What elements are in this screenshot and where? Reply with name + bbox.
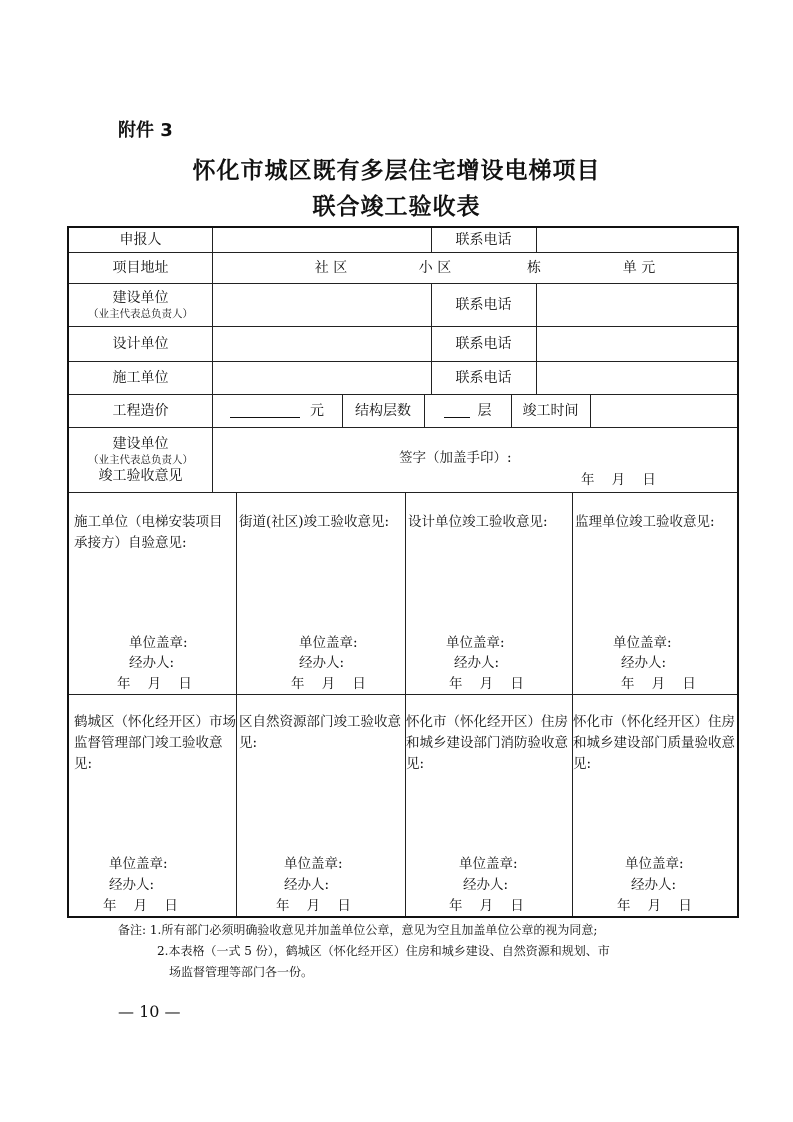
opinion-title-natural-resources: 区自然资源部门竣工验收意见: bbox=[239, 714, 401, 751]
attachment-label: 附件 3 bbox=[118, 120, 173, 141]
notes-prefix: 备注: bbox=[118, 923, 147, 937]
opinion-title-supervision: 监理单位竣工验收意见: bbox=[575, 514, 715, 530]
floors-field[interactable] bbox=[424, 394, 511, 427]
cost-label: 工程造价 bbox=[112, 402, 169, 419]
cost-field[interactable] bbox=[212, 394, 342, 427]
note-2: 2.本表格（一式 5 份），鹤城区（怀化经开区）住房和城乡建设、自然资源和规划、市 bbox=[157, 944, 610, 958]
construction-phone-field[interactable] bbox=[536, 361, 737, 394]
opinion-title-design: 设计单位竣工验收意见: bbox=[408, 514, 548, 530]
seal-label: 单位盖章: bbox=[459, 856, 518, 872]
address-label: 项目地址 bbox=[112, 259, 169, 276]
builder-label bbox=[69, 283, 212, 326]
construction-field[interactable] bbox=[212, 361, 431, 394]
opinion-title-quality-acceptance: 怀化市（怀化经开区）住房和城乡建设部门质量验收意见: bbox=[573, 714, 735, 772]
seal-label: 单位盖章: bbox=[446, 635, 505, 651]
floors-blank[interactable] bbox=[444, 403, 470, 418]
date-label: 年 月 日 bbox=[621, 676, 696, 692]
design-phone-field[interactable] bbox=[536, 326, 737, 361]
builder-opinion-label bbox=[69, 427, 212, 492]
seal-label: 单位盖章: bbox=[613, 635, 672, 651]
col-divider bbox=[212, 427, 213, 492]
builder-opinion-label-end: 竣工验收意见 bbox=[98, 467, 183, 484]
handler-label: 经办人: bbox=[463, 877, 509, 893]
applicant-phone-field[interactable] bbox=[536, 228, 737, 252]
construction-label: 施工单位 bbox=[112, 369, 169, 386]
builder-label-main: 建设单位 bbox=[112, 289, 169, 306]
builder-sign-prompt: 签字（加盖手印）: bbox=[399, 450, 512, 466]
seal-label: 单位盖章: bbox=[625, 856, 684, 872]
seal-label: 单位盖章: bbox=[299, 635, 358, 651]
builder-sign-date: 年 月 日 bbox=[581, 472, 656, 488]
handler-label: 经办人: bbox=[299, 655, 345, 671]
seal-label: 单位盖章: bbox=[109, 856, 168, 872]
builder-phone-label: 联系电话 bbox=[455, 296, 512, 313]
row-divider bbox=[69, 492, 737, 493]
cost-unit: 元 bbox=[310, 402, 324, 419]
construction-phone-label: 联系电话 bbox=[455, 369, 512, 386]
date-label: 年 月 日 bbox=[449, 676, 524, 692]
page-number: — 10 — bbox=[118, 1002, 181, 1021]
form-title-line-1: 怀化市城区既有多层住宅增设电梯项目 bbox=[192, 158, 601, 184]
col-divider bbox=[405, 492, 406, 916]
address-building[interactable]: 栋 bbox=[527, 259, 541, 276]
form-title-line-2: 联合竣工验收表 bbox=[312, 194, 481, 220]
note-1: 1.所有部门必须明确验收意见并加盖单位公章，意见为空且加盖单位公章的视为同意; bbox=[149, 923, 598, 937]
date-label: 年 月 日 bbox=[276, 898, 351, 914]
date-label: 年 月 日 bbox=[117, 676, 192, 692]
address-unit[interactable]: 单 元 bbox=[622, 259, 656, 276]
handler-label: 经办人: bbox=[621, 655, 667, 671]
builder-opinion-label-main: 建设单位 bbox=[112, 435, 169, 452]
opinion-title-construction: 施工单位（电梯安装项目承接方）自验意见: bbox=[74, 514, 223, 551]
cost-blank[interactable] bbox=[230, 403, 300, 418]
seal-label: 单位盖章: bbox=[284, 856, 343, 872]
date-label: 年 月 日 bbox=[291, 676, 366, 692]
seal-label: 单位盖章: bbox=[129, 635, 188, 651]
handler-label: 经办人: bbox=[631, 877, 677, 893]
floors-label: 结构层数 bbox=[355, 402, 411, 419]
row-divider bbox=[69, 694, 737, 695]
date-label: 年 月 日 bbox=[617, 898, 692, 914]
date-label: 年 月 日 bbox=[103, 898, 178, 914]
floors-unit: 层 bbox=[477, 402, 492, 419]
handler-label: 经办人: bbox=[109, 877, 155, 893]
design-field[interactable] bbox=[212, 326, 431, 361]
opinion-title-street: 街道(社区)竣工验收意见: bbox=[239, 514, 390, 530]
completion-time-field[interactable] bbox=[590, 394, 737, 427]
builder-phone-field[interactable] bbox=[536, 283, 737, 326]
phone-label: 联系电话 bbox=[455, 232, 512, 248]
applicant-field[interactable] bbox=[212, 228, 431, 252]
handler-label: 经办人: bbox=[454, 655, 500, 671]
notes-section bbox=[118, 920, 610, 983]
handler-label: 经办人: bbox=[129, 655, 175, 671]
completion-time-label: 竣工时间 bbox=[522, 402, 579, 419]
date-label: 年 月 日 bbox=[449, 898, 524, 914]
design-label: 设计单位 bbox=[112, 335, 169, 352]
col-divider bbox=[236, 492, 237, 916]
acceptance-form-table bbox=[67, 226, 739, 918]
handler-label: 经办人: bbox=[284, 877, 330, 893]
design-phone-label: 联系电话 bbox=[455, 335, 512, 352]
opinion-title-fire-acceptance: 怀化市（怀化经开区）住房和城乡建设部门消防验收意见: bbox=[406, 714, 568, 772]
opinion-title-market-supervision: 鹤城区（怀化经开区）市场监督管理部门竣工验收意见: bbox=[74, 714, 236, 772]
builder-opinion-label-sub: （业主代表总负责人） bbox=[88, 453, 193, 466]
builder-field[interactable] bbox=[212, 283, 431, 326]
address-estate[interactable]: 小 区 bbox=[418, 259, 452, 276]
col-divider bbox=[572, 492, 573, 916]
applicant-label: 申报人 bbox=[119, 232, 162, 248]
note-2-continued: 场监督管理等部门各一份。 bbox=[169, 965, 314, 979]
address-community[interactable]: 社 区 bbox=[314, 259, 348, 276]
builder-label-sub: （业主代表总负责人） bbox=[88, 307, 193, 320]
